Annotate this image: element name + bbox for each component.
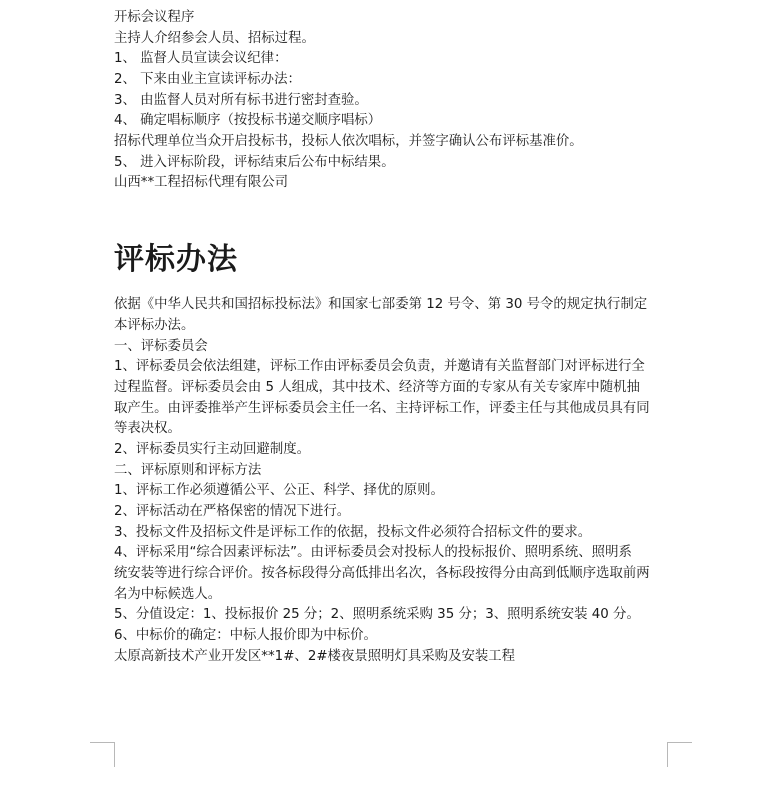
page-margin-corner-right — [667, 742, 692, 767]
text-line: 6、中标价的确定：中标人报价即为中标价。 — [114, 628, 377, 643]
text-line: 5、分值设定：1、投标报价 25 分；2、照明系统采购 35 分；3、照明系统安装 40 分。 — [114, 607, 640, 622]
text-line: 山西**工程招标代理有限公司 — [114, 175, 289, 190]
text-line: 招标代理单位当众开启投标书，投标人依次唱标，并签字确认公布评标基准价。 — [114, 134, 583, 149]
text-line: 主持人介绍参会人员、招标过程。 — [114, 31, 315, 46]
page-margin-corner-left — [90, 742, 115, 767]
text-line: 4、评标采用“综合因素评标法”。由评标委员会对投标人的投标报价、照明系统、照明系 — [114, 545, 632, 560]
text-line: 依据《中华人民共和国招标投标法》和国家七部委第 12 号令、第 30 号令的规定执行制定 — [114, 297, 648, 312]
text-line: 统安装等进行综合评价。按各标段得分高低排出名次，各标段按得分由高到低顺序选取前两 — [114, 566, 650, 581]
text-line: 4、 确定唱标顺序（按投标书递交顺序唱标） — [114, 113, 382, 128]
text-line: 名为中标候选人。 — [114, 587, 222, 602]
text-line: 一、评标委员会 — [114, 339, 208, 354]
text-line: 2、 下来由业主宣读评标办法： — [114, 72, 301, 87]
text-line: 2、评标活动在严格保密的情况下进行。 — [114, 504, 351, 519]
text-line: 等表决权。 — [114, 421, 181, 436]
text-line: 3、投标文件及招标文件是评标工作的依据，投标文件必须符合招标文件的要求。 — [114, 525, 592, 540]
section-heading: 评标办法 — [114, 242, 238, 277]
text-line: 二、评标原则和评标方法 — [114, 463, 262, 478]
text-line: 过程监督。评标委员会由 5 人组成，其中技术、经济等方面的专家从有关专家库中随机抽 — [114, 380, 640, 395]
text-line: 2、评标委员实行主动回避制度。 — [114, 442, 310, 457]
text-line: 本评标办法。 — [114, 318, 195, 333]
text-line: 1、评标委员会依法组建，评标工作由评标委员会负责，并邀请有关监督部门对评标进行全 — [114, 359, 645, 374]
text-line: 取产生。由评委推举产生评标委员会主任一名、主持评标工作，评委主任与其他成员具有同 — [114, 401, 650, 416]
text-line: 开标会议程序 — [114, 10, 195, 25]
text-line: 1、评标工作必须遵循公平、公正、科学、择优的原则。 — [114, 483, 444, 498]
text-line: 太原高新技术产业开发区**1#、2#楼夜景照明灯具采购及安装工程 — [114, 649, 516, 664]
text-line: 1、 监督人员宣读会议纪律： — [114, 51, 288, 66]
text-line: 5、 进入评标阶段，评标结束后公布中标结果。 — [114, 155, 395, 170]
text-line: 3、 由监督人员对所有标书进行密封查验。 — [114, 93, 368, 108]
